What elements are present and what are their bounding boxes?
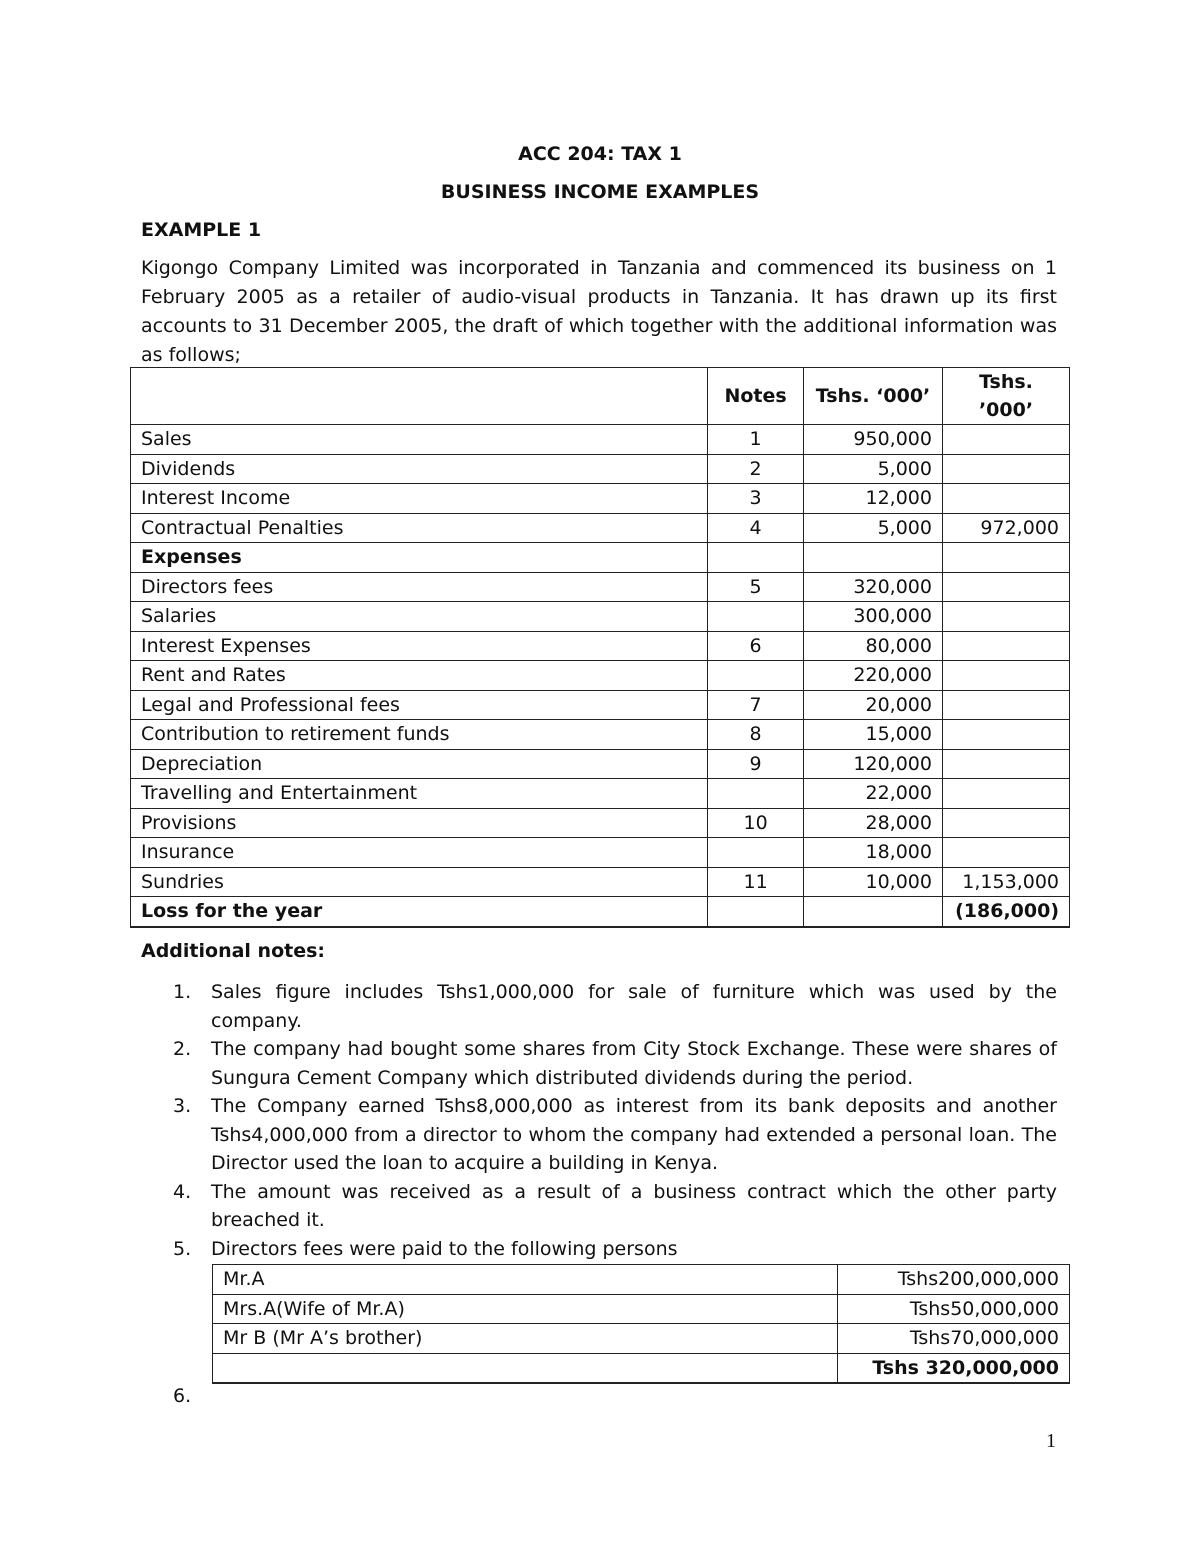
header-cell — [131, 368, 708, 425]
table-row — [213, 1265, 1070, 1295]
table-row — [131, 749, 1070, 779]
table-row — [131, 838, 1070, 868]
row-total — [942, 425, 1069, 455]
table-row — [213, 1324, 1070, 1354]
row-amount: 120,000 — [804, 749, 943, 779]
director-amount: Tshs50,000,000 — [838, 1294, 1070, 1324]
row-amount: 5,000 — [804, 513, 943, 543]
row-label: Insurance — [131, 838, 708, 868]
table-row — [213, 1294, 1070, 1324]
header-cell: Tshs. ’000’ — [942, 368, 1069, 425]
table-row — [131, 690, 1070, 720]
director-amount: Tshs200,000,000 — [838, 1265, 1070, 1295]
row-label: Depreciation — [131, 749, 708, 779]
row-amount: 12,000 — [804, 484, 943, 514]
director-name — [213, 1353, 838, 1383]
note-six-number: 6. — [173, 1385, 192, 1407]
row-note — [708, 543, 804, 573]
row-label: Travelling and Entertainment — [131, 779, 708, 809]
row-total — [942, 543, 1069, 573]
row-note — [708, 661, 804, 691]
row-note: 11 — [708, 867, 804, 897]
table-row — [131, 867, 1070, 897]
row-total — [942, 572, 1069, 602]
row-label: Rent and Rates — [131, 661, 708, 691]
table-row — [131, 779, 1070, 809]
row-note: 2 — [708, 454, 804, 484]
row-note: 1 — [708, 425, 804, 455]
row-note: 8 — [708, 720, 804, 750]
table-row — [131, 720, 1070, 750]
row-amount: 28,000 — [804, 808, 943, 838]
row-total: 972,000 — [942, 513, 1069, 543]
row-note: 6 — [708, 631, 804, 661]
table-row — [131, 543, 1070, 573]
list-item — [141, 978, 1057, 1035]
notes-list — [141, 978, 1057, 1263]
row-note: 9 — [708, 749, 804, 779]
note-text: The company had bought some shares from City Stock Exchange. These were shares of Sungura Cement Company which distributed dividends during the period. — [211, 1038, 1057, 1089]
row-label: Legal and Professional fees — [131, 690, 708, 720]
note-text: Directors fees were paid to the following persons — [211, 1237, 678, 1260]
page-number: 1 — [1046, 1430, 1056, 1452]
row-amount: 15,000 — [804, 720, 943, 750]
row-amount: 300,000 — [804, 602, 943, 632]
row-total — [942, 454, 1069, 484]
table-row — [131, 425, 1070, 455]
course-title: ACC 204: TAX 1 — [518, 143, 682, 165]
row-total — [942, 631, 1069, 661]
note-number: 3. — [173, 1095, 192, 1117]
row-total — [942, 779, 1069, 809]
director-name: Mr.A — [213, 1265, 838, 1295]
row-note — [708, 779, 804, 809]
table-row — [131, 513, 1070, 543]
note-text: The Company earned Tshs8,000,000 as interest from its bank deposits and another Tshs4,000,000 from a director to whom the company had extended a personal loan. The Director used the loan to acquire a building in Kenya. — [211, 1095, 1057, 1174]
table-row — [131, 631, 1070, 661]
row-amount: 5,000 — [804, 454, 943, 484]
row-amount: 320,000 — [804, 572, 943, 602]
table-row — [131, 897, 1070, 927]
table-row — [131, 602, 1070, 632]
table-row — [131, 661, 1070, 691]
row-label: Contractual Penalties — [131, 513, 708, 543]
row-amount: 18,000 — [804, 838, 943, 868]
note-number: 2. — [173, 1038, 192, 1060]
row-note: 10 — [708, 808, 804, 838]
row-total — [942, 808, 1069, 838]
note-number: 1. — [173, 981, 192, 1003]
row-label: Provisions — [131, 808, 708, 838]
table-row — [131, 808, 1070, 838]
row-label: Contribution to retirement funds — [131, 720, 708, 750]
intro-paragraph: Kigongo Company Limited was incorporated in Tanzania and commenced its business on 1 February 2005 as a retailer of audio-visual products in Tanzania. It has drawn up its first accounts to 31 December 2005, the draft of which together with the additional information was as follows; — [141, 257, 1057, 366]
table-row — [213, 1353, 1070, 1383]
document-subtitle: BUSINESS INCOME EXAMPLES — [440, 181, 760, 203]
directors-fees-table — [212, 1264, 1070, 1384]
row-total — [942, 838, 1069, 868]
notes-heading: Additional notes: — [141, 940, 325, 962]
row-note: 7 — [708, 690, 804, 720]
header-cell: Notes — [708, 368, 804, 425]
list-item — [141, 1235, 1057, 1264]
row-total — [942, 484, 1069, 514]
director-amount: Tshs 320,000,000 — [838, 1353, 1070, 1383]
list-item — [141, 1035, 1057, 1092]
table-row — [131, 572, 1070, 602]
row-amount: 20,000 — [804, 690, 943, 720]
row-amount — [804, 543, 943, 573]
director-name: Mr B (Mr A’s brother) — [213, 1324, 838, 1354]
row-total: (186,000) — [942, 897, 1069, 927]
list-item — [141, 1178, 1057, 1235]
row-amount: 220,000 — [804, 661, 943, 691]
example-heading: EXAMPLE 1 — [141, 219, 262, 241]
row-amount: 10,000 — [804, 867, 943, 897]
row-amount: 950,000 — [804, 425, 943, 455]
row-note: 5 — [708, 572, 804, 602]
row-note — [708, 602, 804, 632]
row-label: Salaries — [131, 602, 708, 632]
row-total — [942, 720, 1069, 750]
row-total: 1,153,000 — [942, 867, 1069, 897]
row-label: Directors fees — [131, 572, 708, 602]
table-row — [131, 454, 1070, 484]
row-label: Dividends — [131, 454, 708, 484]
row-total — [942, 602, 1069, 632]
income-statement-table — [130, 367, 1070, 928]
director-name: Mrs.A(Wife of Mr.A) — [213, 1294, 838, 1324]
note-number: 5. — [173, 1237, 192, 1260]
note-text: The amount was received as a result of a business contract which the other party breached it. — [211, 1180, 1057, 1231]
row-note — [708, 897, 804, 927]
row-label: Sundries — [131, 867, 708, 897]
note-text: Sales figure includes Tshs1,000,000 for sale of furniture which was used by the company. — [211, 981, 1057, 1032]
list-item — [141, 1092, 1057, 1178]
row-total — [942, 661, 1069, 691]
table-row — [131, 484, 1070, 514]
row-total — [942, 749, 1069, 779]
note-number: 4. — [173, 1180, 192, 1203]
row-label: Interest Expenses — [131, 631, 708, 661]
row-label: Sales — [131, 425, 708, 455]
row-note: 3 — [708, 484, 804, 514]
table-header-row — [131, 368, 1070, 425]
row-label: Interest Income — [131, 484, 708, 514]
row-amount — [804, 897, 943, 927]
row-amount: 22,000 — [804, 779, 943, 809]
director-amount: Tshs70,000,000 — [838, 1324, 1070, 1354]
row-note — [708, 838, 804, 868]
row-note: 4 — [708, 513, 804, 543]
header-cell: Tshs. ‘000’ — [804, 368, 943, 425]
row-total — [942, 690, 1069, 720]
row-amount: 80,000 — [804, 631, 943, 661]
row-label: Expenses — [131, 543, 708, 573]
row-label: Loss for the year — [131, 897, 708, 927]
